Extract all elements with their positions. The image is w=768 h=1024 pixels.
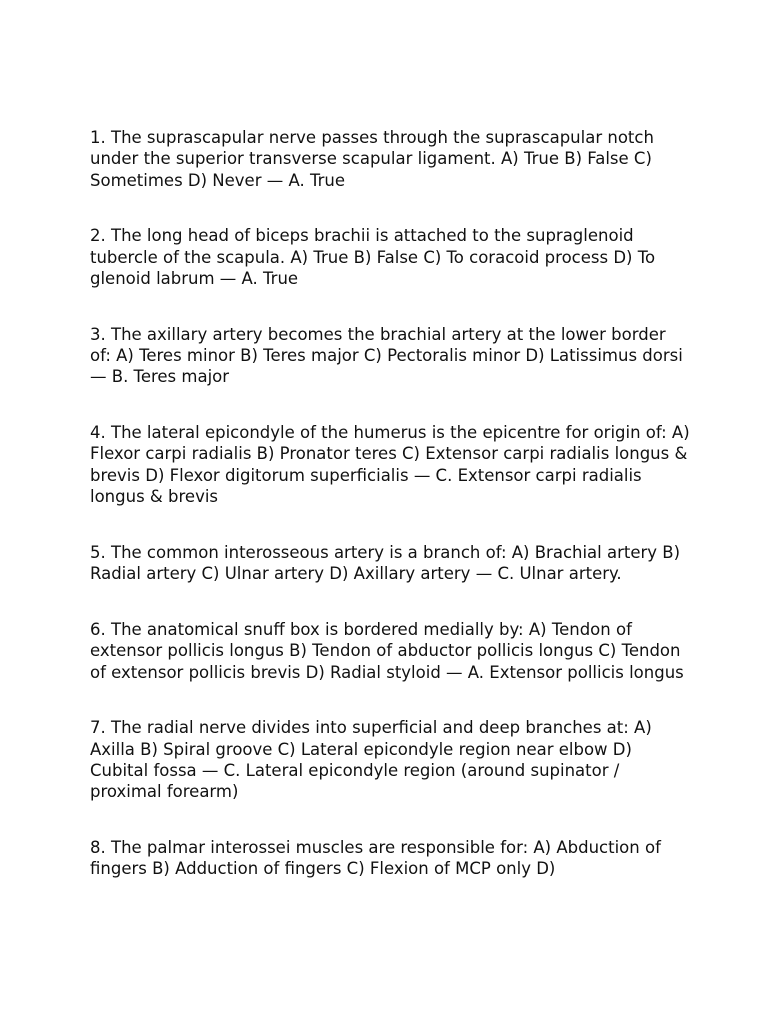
- question-1: 1. The suprascapular nerve passes through the suprascapular notch under the superior transverse scapular ligament. A) True B) False C) Sometimes D) Never — A. True: [90, 128, 654, 190]
- question-7: 7. The radial nerve divides into superficial and deep branches at: A) Axilla B) Spiral groove C) Lateral epicondyle region near elbow D) Cubital fossa — C. Lateral epicondyle region (around supinator / proximal forearm): [90, 718, 652, 802]
- question-4: 4. The lateral epicondyle of the humerus is the epicentre for origin of: A) Flexor carpi radialis B) Pronator teres C) Extensor carpi radialis longus & brevis D) Flexor digitorum superficialis — C. Extensor carpi radialis longus & brevis: [90, 423, 690, 507]
- question-2: 2. The long head of biceps brachii is attached to the supraglenoid tubercle of the scapula. A) True B) False C) To coracoid process D) To glenoid labrum — A. True: [90, 226, 656, 288]
- question-5: 5. The common interosseous artery is a branch of: A) Brachial artery B) Radial artery C) Ulnar artery D) Axillary artery — C. Ulnar artery.: [90, 542, 681, 584]
- question-8: 8. The palmar interossei muscles are responsible for: A) Abduction of fingers B) Adduction of fingers C) Flexion of MCP only D): [90, 838, 661, 879]
- question-6: 6. The anatomical snuff box is bordered medially by: A) Tendon of extensor pollicis longus B) Tendon of abductor pollicis longus C) Tendon of extensor pollicis brevis D) Radial styloid — A. Extensor pollicis longus: [90, 619, 684, 682]
- document-page: [90, 127, 690, 914]
- question-3: 3. The axillary artery becomes the brachial artery at the lower border of: A) Teres minor B) Teres major C) Pectoralis minor D) Latissimus dorsi — B. Teres major: [90, 324, 683, 387]
